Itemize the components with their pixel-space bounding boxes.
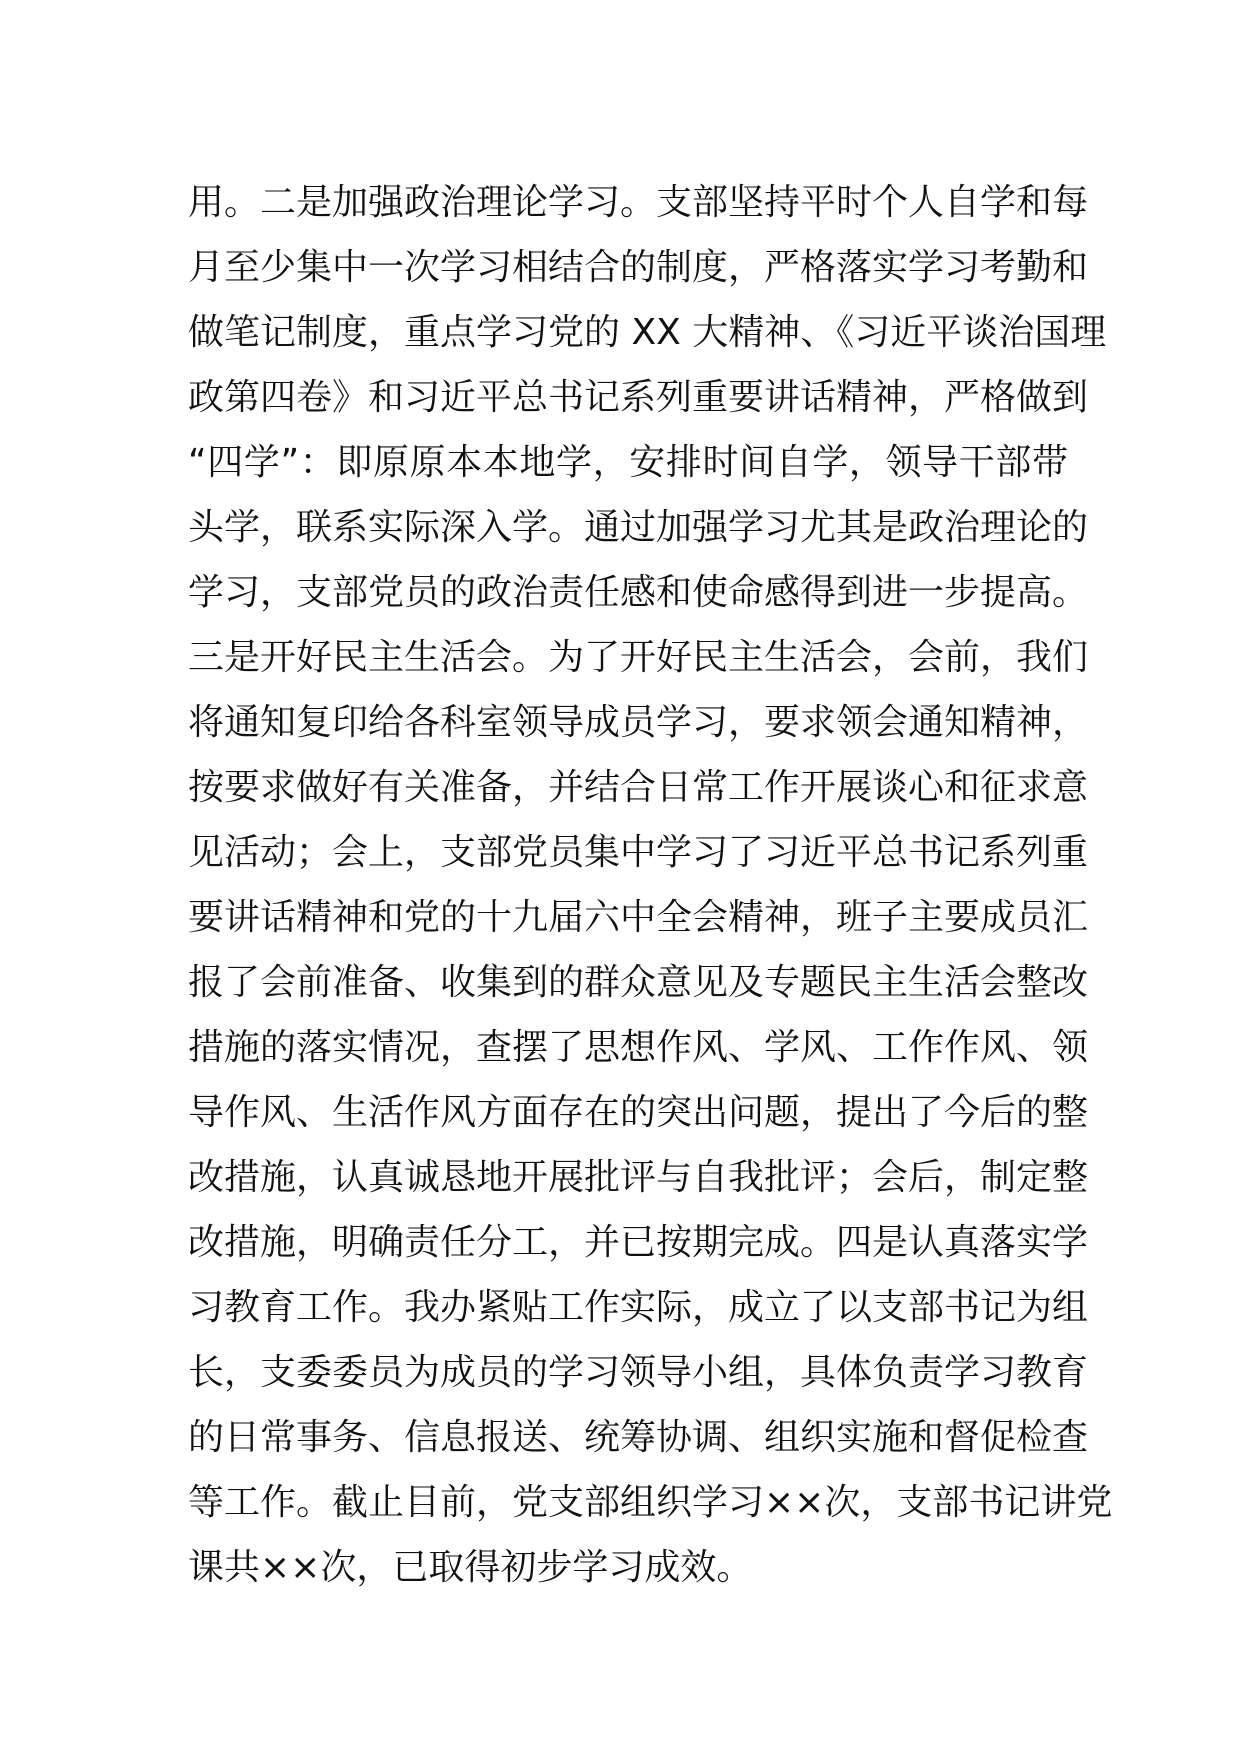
text-line: 头学，联系实际深入学。通过加强学习尤其是政治理论的 bbox=[188, 507, 1089, 548]
body-text bbox=[188, 170, 1113, 1600]
text-line: 将通知复印给各科室领导成员学习，要求领会通知精神， bbox=[188, 702, 1089, 743]
text-line: 要讲话精神和党的十九届六中全会精神，班子主要成员汇 bbox=[188, 897, 1089, 938]
text-line: 课共××次，已取得初步学习成效。 bbox=[188, 1547, 753, 1588]
text-line: “四学”：即原原本本地学，安排时间自学，领导干部带 bbox=[188, 442, 1068, 483]
text-line: 改措施，明确责任分工，并已按期完成。四是认真落实学 bbox=[188, 1222, 1089, 1263]
text-line: 见活动；会上，支部党员集中学习了习近平总书记系列重 bbox=[188, 832, 1089, 873]
text-line: 按要求做好有关准备，并结合日常工作开展谈心和征求意 bbox=[188, 767, 1089, 808]
text-line: 报了会前准备、收集到的群众意见及专题民主生活会整改 bbox=[188, 962, 1089, 1003]
text-line: 改措施，认真诚恳地开展批评与自我批评；会后，制定整 bbox=[188, 1157, 1089, 1198]
text-line: 长，支委委员为成员的学习领导小组，具体负责学习教育 bbox=[188, 1352, 1089, 1393]
text-line: 的日常事务、信息报送、统筹协调、组织实施和督促检查 bbox=[188, 1417, 1089, 1458]
text-line: 用。二是加强政治理论学习。支部坚持平时个人自学和每 bbox=[188, 182, 1089, 223]
text-line: 月至少集中一次学习相结合的制度，严格落实学习考勤和 bbox=[188, 247, 1089, 288]
text-line: 措施的落实情况，查摆了思想作风、学风、工作作风、领 bbox=[188, 1027, 1089, 1068]
text-line: 等工作。截止目前，党支部组织学习××次，支部书记讲党 bbox=[188, 1482, 1113, 1523]
text-line: 做笔记制度，重点学习党的 XX 大精神、《习近平谈治国理 bbox=[188, 312, 1107, 353]
text-line: 导作风、生活作风方面存在的突出问题，提出了今后的整 bbox=[188, 1092, 1089, 1133]
text-line: 三是开好民主生活会。为了开好民主生活会，会前，我们 bbox=[188, 637, 1089, 678]
text-line: 政第四卷》和习近平总书记系列重要讲话精神，严格做到 bbox=[188, 377, 1089, 418]
text-line: 习教育工作。我办紧贴工作实际，成立了以支部书记为组 bbox=[188, 1287, 1089, 1328]
text-line: 学习，支部党员的政治责任感和使命感得到进一步提高。 bbox=[188, 572, 1089, 613]
